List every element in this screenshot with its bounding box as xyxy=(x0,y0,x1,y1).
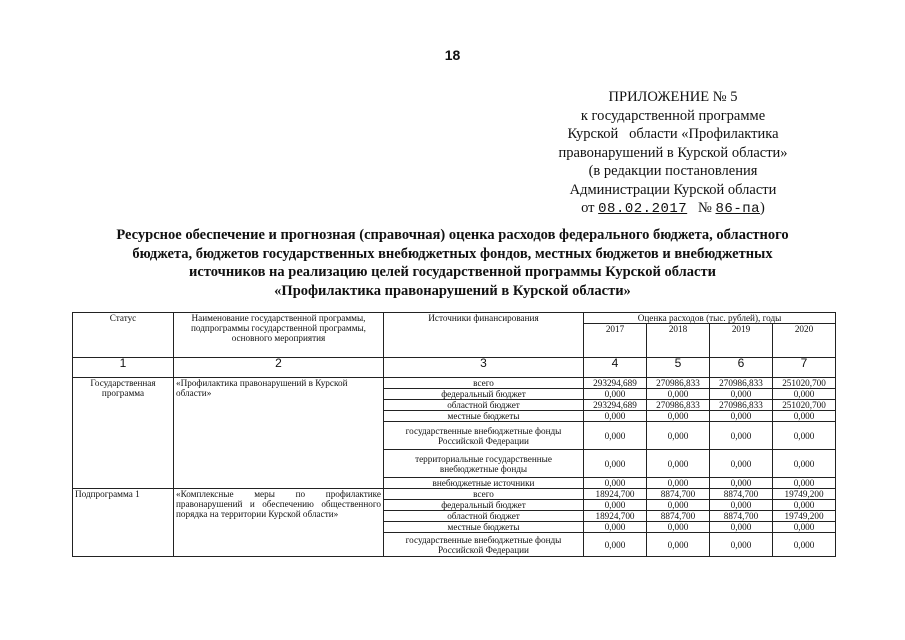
row-source: федеральный бюджет xyxy=(384,500,584,511)
row-value: 0,000 xyxy=(710,450,773,478)
header-year: 2017 xyxy=(584,324,647,358)
row-value: 293294,689 xyxy=(584,400,647,411)
title-line: «Профилактика правонарушений в Курской области» xyxy=(274,282,631,299)
row-source: местные бюджеты xyxy=(384,411,584,422)
row-value: 8874,700 xyxy=(710,489,773,500)
row-value: 251020,700 xyxy=(773,378,836,389)
row-value: 0,000 xyxy=(710,522,773,533)
column-number: 3 xyxy=(384,358,584,378)
column-number: 2 xyxy=(174,358,384,378)
header-name: Наименование государственной программы, подпрограммы государственной программы, основного мероприятия xyxy=(174,313,384,358)
row-value: 18924,700 xyxy=(584,489,647,500)
row-value: 0,000 xyxy=(647,389,710,400)
row-value: 0,000 xyxy=(647,450,710,478)
appendix-line: Администрации Курской области xyxy=(569,181,777,198)
row-value: 0,000 xyxy=(710,500,773,511)
row-source: территориальные государственные внебюджетные фонды xyxy=(384,450,584,478)
column-number: 6 xyxy=(710,358,773,378)
appendix-title: ПРИЛОЖЕНИЕ № 5 xyxy=(608,89,738,105)
column-numbers-row xyxy=(73,358,836,378)
row-value: 19749,200 xyxy=(773,489,836,500)
title-line: источников на реализацию целей государственной программы Курской области xyxy=(189,264,716,280)
row-value: 0,000 xyxy=(584,422,647,450)
header-estimate: Оценка расходов (тыс. рублей), годы xyxy=(584,313,836,324)
row-value: 0,000 xyxy=(584,450,647,478)
row-status: Подпрограмма 1 xyxy=(73,489,174,557)
row-value: 0,000 xyxy=(710,533,773,557)
row-value: 0,000 xyxy=(773,522,836,533)
header-year: 2018 xyxy=(647,324,710,358)
appendix-date-line xyxy=(533,199,813,219)
row-source: государственные внебюджетные фонды Российской Федерации xyxy=(384,422,584,450)
row-value: 270986,833 xyxy=(710,400,773,411)
row-name: «Комплексные меры по профилактике правонарушений и обеспечению общественного порядка на территории Курской области» xyxy=(174,489,384,557)
column-number: 7 xyxy=(773,358,836,378)
row-source: местные бюджеты xyxy=(384,522,584,533)
title-line: бюджета, бюджетов государственных внебюджетных фондов, местных бюджетов и внебюджетных xyxy=(132,245,773,262)
row-source: федеральный бюджет xyxy=(384,389,584,400)
row-value: 0,000 xyxy=(773,533,836,557)
decree-number: 86-па xyxy=(715,201,761,217)
row-value: 0,000 xyxy=(710,478,773,489)
row-source: всего xyxy=(384,489,584,500)
column-number: 5 xyxy=(647,358,710,378)
row-value: 0,000 xyxy=(773,411,836,422)
row-value: 0,000 xyxy=(584,478,647,489)
row-value: 0,000 xyxy=(773,389,836,400)
row-value: 18924,700 xyxy=(584,511,647,522)
row-source: областной бюджет xyxy=(384,400,584,411)
row-source: внебюджетные источники xyxy=(384,478,584,489)
table-row xyxy=(73,378,836,389)
appendix-line: Курской области «Профилактика xyxy=(567,126,779,142)
row-source: государственные внебюджетные фонды Российской Федерации xyxy=(384,533,584,557)
row-value: 293294,689 xyxy=(584,378,647,389)
appendix-line: правонарушений в Курской области» xyxy=(558,144,788,161)
number-prefix: № xyxy=(698,200,712,216)
appendix-line: (в редакции постановления xyxy=(588,163,758,179)
row-value: 8874,700 xyxy=(710,511,773,522)
budget-table xyxy=(72,312,836,557)
header-year: 2020 xyxy=(773,324,836,358)
decree-date: 08.02.2017 xyxy=(598,201,688,217)
column-number: 1 xyxy=(73,358,174,378)
row-value: 0,000 xyxy=(584,500,647,511)
row-value: 0,000 xyxy=(584,389,647,400)
row-value: 0,000 xyxy=(710,389,773,400)
row-value: 0,000 xyxy=(584,533,647,557)
date-prefix: от xyxy=(581,200,595,216)
table-row xyxy=(73,489,836,500)
title-line: Ресурсное обеспечение и прогнозная (справочная) оценка расходов федерального бюджета, областного xyxy=(116,227,789,243)
row-value: 0,000 xyxy=(584,522,647,533)
appendix-line: к государственной программе xyxy=(580,107,766,124)
column-number: 4 xyxy=(584,358,647,378)
row-value: 0,000 xyxy=(647,533,710,557)
row-value: 0,000 xyxy=(773,500,836,511)
row-status: Государственная программа xyxy=(73,378,174,489)
row-value: 8874,700 xyxy=(647,489,710,500)
row-value: 0,000 xyxy=(647,422,710,450)
row-value: 270986,833 xyxy=(710,378,773,389)
appendix-header xyxy=(533,88,813,219)
row-value: 0,000 xyxy=(773,450,836,478)
document-title xyxy=(60,226,845,300)
row-value: 270986,833 xyxy=(647,400,710,411)
row-value: 19749,200 xyxy=(773,511,836,522)
row-value: 0,000 xyxy=(584,411,647,422)
row-value: 0,000 xyxy=(773,478,836,489)
row-value: 0,000 xyxy=(773,422,836,450)
header-row xyxy=(73,313,836,324)
closing-paren: ) xyxy=(760,200,765,216)
row-value: 0,000 xyxy=(647,522,710,533)
header-year: 2019 xyxy=(710,324,773,358)
row-source: всего xyxy=(384,378,584,389)
row-value: 251020,700 xyxy=(773,400,836,411)
header-status: Статус xyxy=(73,313,174,358)
page-number: 18 xyxy=(444,47,461,63)
row-value: 8874,700 xyxy=(647,511,710,522)
row-value: 0,000 xyxy=(647,411,710,422)
row-value: 0,000 xyxy=(710,422,773,450)
row-value: 0,000 xyxy=(647,500,710,511)
row-value: 270986,833 xyxy=(647,378,710,389)
row-value: 0,000 xyxy=(647,478,710,489)
row-name: «Профилактика правонарушений в Курской области» xyxy=(174,378,384,489)
header-sources: Источники финансирования xyxy=(384,313,584,358)
row-value: 0,000 xyxy=(710,411,773,422)
row-source: областной бюджет xyxy=(384,511,584,522)
